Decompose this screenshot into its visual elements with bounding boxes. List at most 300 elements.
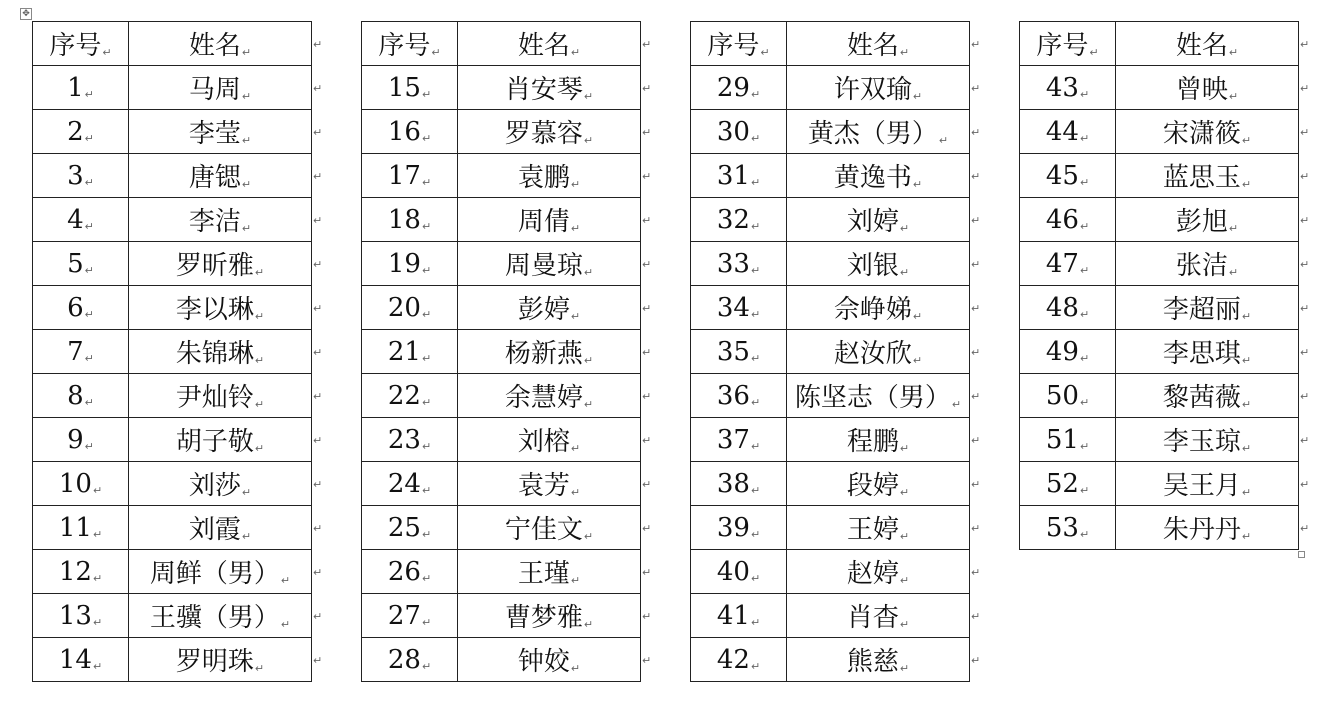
row-end-mark-icon: ↵ — [642, 610, 652, 623]
paragraph-mark-icon: ↵ — [1241, 178, 1252, 191]
name-cell[interactable] — [787, 286, 970, 330]
table-row — [1020, 330, 1299, 374]
paragraph-mark-icon: ↵ — [84, 307, 94, 321]
row-end-mark-icon: ↵ — [971, 610, 981, 623]
index-cell[interactable] — [33, 462, 129, 506]
paragraph-mark-icon: ↵ — [899, 486, 910, 499]
name-cell[interactable] — [129, 506, 312, 550]
header-index-cell[interactable] — [691, 22, 787, 66]
index-cell[interactable] — [362, 242, 458, 286]
name-cell[interactable] — [129, 330, 312, 374]
index-cell[interactable] — [362, 66, 458, 110]
name-cell[interactable] — [129, 242, 312, 286]
table-row — [33, 154, 312, 198]
index-cell-text: 42 — [716, 644, 750, 675]
table-row — [691, 110, 970, 154]
index-cell[interactable] — [691, 374, 787, 418]
paragraph-mark-icon: ↵ — [951, 398, 962, 411]
paragraph-mark-icon: ↵ — [84, 395, 94, 409]
table-row — [1020, 418, 1299, 462]
row-end-mark-icon: ↵ — [313, 434, 323, 447]
row-end-mark-icon: ↵ — [642, 214, 652, 227]
paragraph-mark-icon: ↵ — [1228, 266, 1239, 279]
index-cell[interactable] — [33, 506, 129, 550]
row-end-mark-icon: ↵ — [313, 566, 323, 579]
name-cell[interactable] — [458, 154, 641, 198]
name-cell[interactable] — [129, 638, 312, 682]
paragraph-mark-icon: ↵ — [280, 618, 291, 631]
index-cell[interactable] — [1020, 110, 1116, 154]
name-cell[interactable] — [1116, 418, 1299, 462]
header-name-cell-text: 姓名 — [517, 31, 570, 61]
name-cell-text: 周鲜（男） — [149, 559, 280, 589]
name-cell[interactable] — [458, 506, 641, 550]
index-cell[interactable] — [691, 330, 787, 374]
name-cell-text: 肖安琴 — [504, 75, 583, 105]
header-name-cell[interactable] — [458, 22, 641, 66]
name-cell-text: 刘霞 — [188, 515, 241, 545]
table-row — [691, 462, 970, 506]
name-cell-text: 蓝思玉 — [1162, 163, 1241, 193]
row-end-mark-icon: ↵ — [1300, 390, 1310, 403]
table-row — [1020, 110, 1299, 154]
name-cell-text: 熊慈 — [846, 647, 899, 677]
name-cell[interactable] — [787, 418, 970, 462]
paragraph-mark-icon: ↵ — [570, 442, 581, 455]
index-cell-text: 40 — [716, 556, 750, 587]
paragraph-mark-icon: ↵ — [421, 483, 432, 497]
paragraph-mark-icon: ↵ — [1079, 219, 1090, 233]
paragraph-mark-icon: ↵ — [899, 222, 910, 235]
index-cell-text: 15 — [387, 72, 421, 103]
paragraph-mark-icon: ↵ — [750, 219, 761, 233]
roster-table-3 — [690, 21, 970, 682]
table-row — [362, 110, 641, 154]
name-cell[interactable] — [787, 374, 970, 418]
paragraph-mark-icon: ↵ — [421, 659, 432, 673]
index-cell[interactable] — [691, 594, 787, 638]
name-cell[interactable] — [458, 594, 641, 638]
index-cell[interactable] — [691, 550, 787, 594]
index-cell-text: 43 — [1045, 72, 1079, 103]
index-cell-text: 28 — [387, 644, 421, 675]
index-cell-text: 14 — [58, 644, 92, 675]
header-index-cell-text: 序号 — [707, 31, 760, 61]
paragraph-mark-icon: ↵ — [750, 307, 761, 321]
name-cell[interactable] — [787, 638, 970, 682]
index-cell[interactable] — [33, 286, 129, 330]
table-row — [1020, 198, 1299, 242]
header-index-cell[interactable] — [33, 22, 129, 66]
name-cell[interactable] — [129, 418, 312, 462]
index-cell[interactable] — [33, 330, 129, 374]
index-cell-text: 20 — [387, 292, 421, 323]
paragraph-mark-icon: ↵ — [750, 659, 761, 673]
paragraph-mark-icon: ↵ — [912, 310, 923, 323]
paragraph-mark-icon: ↵ — [254, 662, 265, 675]
header-index-cell-text: 序号 — [1036, 31, 1089, 61]
row-end-mark-icon: ↵ — [971, 82, 981, 95]
table-row — [691, 418, 970, 462]
index-cell[interactable] — [362, 330, 458, 374]
paragraph-mark-icon: ↵ — [570, 46, 581, 59]
header-index-cell[interactable] — [362, 22, 458, 66]
name-cell[interactable] — [1116, 242, 1299, 286]
header-name-cell[interactable] — [1116, 22, 1299, 66]
index-cell[interactable] — [33, 594, 129, 638]
index-cell[interactable] — [691, 242, 787, 286]
index-cell-text: 3 — [67, 160, 84, 191]
index-cell[interactable] — [33, 154, 129, 198]
row-end-mark-icon: ↵ — [971, 346, 981, 359]
paragraph-mark-icon: ↵ — [583, 90, 594, 103]
index-cell[interactable] — [33, 550, 129, 594]
index-cell-text: 48 — [1045, 292, 1079, 323]
name-cell-text: 宁佳文 — [504, 515, 583, 545]
paragraph-mark-icon: ↵ — [92, 483, 103, 497]
row-end-mark-icon: ↵ — [971, 258, 981, 271]
name-cell-text: 马周 — [188, 75, 241, 105]
table-row — [362, 550, 641, 594]
table-row — [362, 638, 641, 682]
row-end-mark-icon: ↵ — [971, 390, 981, 403]
index-cell[interactable] — [691, 286, 787, 330]
name-cell-text: 王婷 — [846, 515, 899, 545]
paragraph-mark-icon: ↵ — [1079, 263, 1090, 277]
name-cell[interactable] — [129, 198, 312, 242]
index-cell[interactable] — [33, 110, 129, 154]
table-row — [362, 286, 641, 330]
header-index-cell-text: 序号 — [49, 31, 102, 61]
table-row — [691, 374, 970, 418]
paragraph-mark-icon: ↵ — [241, 530, 252, 543]
row-end-mark-icon: ↵ — [1300, 478, 1310, 491]
name-cell-text: 李超丽 — [1162, 295, 1241, 325]
name-cell[interactable] — [787, 154, 970, 198]
name-cell-text: 杨新燕 — [504, 339, 583, 369]
name-cell[interactable] — [129, 374, 312, 418]
paragraph-mark-icon: ↵ — [899, 662, 910, 675]
table-row — [362, 242, 641, 286]
table-row — [1020, 66, 1299, 110]
paragraph-mark-icon: ↵ — [102, 46, 112, 59]
table-row — [33, 374, 312, 418]
index-cell[interactable] — [691, 198, 787, 242]
name-cell-text: 刘莎 — [188, 471, 241, 501]
index-cell[interactable] — [33, 66, 129, 110]
name-cell-text: 周曼琼 — [504, 251, 583, 281]
name-cell-text: 钟姣 — [517, 647, 570, 677]
index-cell[interactable] — [362, 462, 458, 506]
index-cell[interactable] — [1020, 462, 1116, 506]
paragraph-mark-icon: ↵ — [899, 266, 910, 279]
name-cell[interactable] — [787, 66, 970, 110]
row-end-mark-icon: ↵ — [1300, 522, 1310, 535]
name-cell[interactable] — [129, 286, 312, 330]
row-end-mark-icon: ↵ — [313, 126, 323, 139]
index-cell-text: 9 — [67, 424, 84, 455]
name-cell[interactable] — [458, 330, 641, 374]
paragraph-mark-icon: ↵ — [1079, 87, 1090, 101]
index-cell-text: 10 — [58, 468, 92, 499]
name-cell-text: 佘峥娣 — [833, 295, 912, 325]
paragraph-mark-icon: ↵ — [280, 574, 291, 587]
name-cell-text: 唐锶 — [188, 163, 241, 193]
name-cell-text: 曹梦雅 — [504, 603, 583, 633]
name-cell[interactable] — [1116, 66, 1299, 110]
name-cell[interactable] — [458, 462, 641, 506]
row-end-mark-icon: ↵ — [313, 654, 323, 667]
paragraph-mark-icon: ↵ — [912, 178, 923, 191]
name-cell[interactable] — [1116, 506, 1299, 550]
row-end-mark-icon: ↵ — [1300, 214, 1310, 227]
index-cell-text: 2 — [67, 116, 84, 147]
paragraph-mark-icon: ↵ — [1228, 46, 1239, 59]
row-end-mark-icon: ↵ — [642, 390, 652, 403]
index-cell[interactable] — [1020, 418, 1116, 462]
row-end-mark-icon: ↵ — [313, 610, 323, 623]
paragraph-mark-icon: ↵ — [750, 351, 761, 365]
paragraph-mark-icon: ↵ — [421, 131, 432, 145]
name-cell-text: 胡子敬 — [175, 427, 254, 457]
name-cell-text: 黄杰（男） — [807, 119, 938, 149]
row-end-mark-icon: ↵ — [1300, 170, 1310, 183]
index-cell[interactable] — [33, 374, 129, 418]
table-row — [33, 242, 312, 286]
paragraph-mark-icon: ↵ — [899, 530, 910, 543]
index-cell[interactable] — [362, 638, 458, 682]
row-end-mark-icon: ↵ — [971, 170, 981, 183]
roster-table-1 — [32, 21, 312, 682]
index-cell[interactable] — [691, 154, 787, 198]
table-row — [362, 594, 641, 638]
row-end-mark-icon: ↵ — [642, 346, 652, 359]
index-cell-text: 5 — [67, 248, 84, 279]
row-end-mark-icon: ↵ — [1300, 38, 1310, 51]
name-cell[interactable] — [1116, 462, 1299, 506]
index-cell[interactable] — [1020, 66, 1116, 110]
name-cell[interactable] — [1116, 286, 1299, 330]
name-cell[interactable] — [458, 286, 641, 330]
index-cell[interactable] — [1020, 374, 1116, 418]
name-cell[interactable] — [787, 462, 970, 506]
name-cell[interactable] — [458, 242, 641, 286]
row-end-mark-icon: ↵ — [971, 654, 981, 667]
table-row — [691, 506, 970, 550]
paragraph-mark-icon: ↵ — [421, 439, 432, 453]
name-cell[interactable] — [129, 110, 312, 154]
name-cell[interactable] — [458, 638, 641, 682]
paragraph-mark-icon: ↵ — [570, 662, 581, 675]
index-cell[interactable] — [691, 462, 787, 506]
name-cell-text: 尹灿铃 — [175, 383, 254, 413]
index-cell[interactable] — [33, 198, 129, 242]
paragraph-mark-icon: ↵ — [750, 483, 761, 497]
name-cell[interactable] — [1116, 198, 1299, 242]
name-cell[interactable] — [787, 550, 970, 594]
index-cell-text: 53 — [1045, 512, 1079, 543]
name-cell[interactable] — [1116, 154, 1299, 198]
index-cell[interactable] — [1020, 286, 1116, 330]
row-end-mark-icon: ↵ — [313, 478, 323, 491]
name-cell-text: 黎茜薇 — [1162, 383, 1241, 413]
table-move-handle[interactable]: ✥ — [20, 8, 32, 20]
header-row — [1020, 22, 1299, 66]
paragraph-mark-icon: ↵ — [84, 175, 94, 189]
paragraph-mark-icon: ↵ — [1241, 310, 1252, 323]
paragraph-mark-icon: ↵ — [92, 571, 103, 585]
name-cell[interactable] — [787, 198, 970, 242]
name-cell-text: 程鹏 — [846, 427, 899, 457]
name-cell[interactable] — [129, 154, 312, 198]
index-cell[interactable] — [362, 506, 458, 550]
index-cell[interactable] — [691, 66, 787, 110]
name-cell[interactable] — [458, 374, 641, 418]
name-cell-text: 罗慕容 — [504, 119, 583, 149]
index-cell[interactable] — [362, 110, 458, 154]
paragraph-mark-icon: ↵ — [750, 175, 761, 189]
name-cell[interactable] — [129, 462, 312, 506]
index-cell[interactable] — [33, 418, 129, 462]
index-cell-text: 24 — [387, 468, 421, 499]
name-cell[interactable] — [129, 594, 312, 638]
index-cell[interactable] — [33, 638, 129, 682]
index-cell-text: 34 — [716, 292, 750, 323]
paragraph-mark-icon: ↵ — [570, 222, 581, 235]
name-cell-text: 王瑾 — [517, 559, 570, 589]
row-end-mark-icon: ↵ — [313, 170, 323, 183]
header-name-cell[interactable] — [129, 22, 312, 66]
index-cell[interactable] — [691, 110, 787, 154]
paragraph-mark-icon: ↵ — [241, 46, 252, 59]
index-cell[interactable] — [691, 638, 787, 682]
index-cell[interactable] — [362, 594, 458, 638]
index-cell[interactable] — [1020, 330, 1116, 374]
name-cell-text: 李以琳 — [175, 295, 254, 325]
row-end-mark-icon: ↵ — [971, 38, 981, 51]
name-cell[interactable] — [787, 330, 970, 374]
name-cell[interactable] — [1116, 330, 1299, 374]
paragraph-mark-icon: ↵ — [254, 310, 265, 323]
paragraph-mark-icon: ↵ — [899, 574, 910, 587]
table-row — [33, 198, 312, 242]
row-end-mark-icon: ↵ — [971, 566, 981, 579]
index-cell[interactable] — [1020, 242, 1116, 286]
name-cell[interactable] — [787, 506, 970, 550]
index-cell-text: 38 — [716, 468, 750, 499]
index-cell[interactable] — [362, 550, 458, 594]
paragraph-mark-icon: ↵ — [254, 398, 265, 411]
paragraph-mark-icon: ↵ — [92, 659, 103, 673]
paragraph-mark-icon: ↵ — [1089, 46, 1099, 59]
table-row — [1020, 242, 1299, 286]
table-row — [691, 550, 970, 594]
index-cell-text: 49 — [1045, 336, 1079, 367]
index-cell-text: 33 — [716, 248, 750, 279]
paragraph-mark-icon: ↵ — [899, 618, 910, 631]
row-end-mark-icon: ↵ — [642, 258, 652, 271]
name-cell-text: 刘银 — [846, 251, 899, 281]
paragraph-mark-icon: ↵ — [421, 527, 432, 541]
table-row — [362, 418, 641, 462]
name-cell[interactable] — [458, 550, 641, 594]
name-cell[interactable] — [458, 418, 641, 462]
name-cell[interactable] — [1116, 110, 1299, 154]
name-cell[interactable] — [1116, 374, 1299, 418]
name-cell[interactable] — [129, 66, 312, 110]
paragraph-mark-icon: ↵ — [570, 310, 581, 323]
index-cell-text: 51 — [1045, 424, 1079, 455]
table-row — [691, 330, 970, 374]
index-cell[interactable] — [33, 242, 129, 286]
index-cell[interactable] — [362, 198, 458, 242]
index-cell[interactable] — [362, 374, 458, 418]
name-cell[interactable] — [787, 110, 970, 154]
index-cell-text: 7 — [67, 336, 84, 367]
row-end-mark-icon: ↵ — [642, 522, 652, 535]
table-row — [691, 286, 970, 330]
name-cell-text: 李思琪 — [1162, 339, 1241, 369]
paragraph-mark-icon: ↵ — [583, 398, 594, 411]
row-end-mark-icon: ↵ — [642, 302, 652, 315]
paragraph-mark-icon: ↵ — [1079, 175, 1090, 189]
paragraph-mark-icon: ↵ — [750, 87, 761, 101]
name-cell-text: 段婷 — [846, 471, 899, 501]
index-cell-text: 16 — [387, 116, 421, 147]
paragraph-mark-icon: ↵ — [1079, 483, 1090, 497]
paragraph-mark-icon: ↵ — [84, 131, 94, 145]
table-row — [33, 66, 312, 110]
paragraph-mark-icon: ↵ — [84, 351, 94, 365]
table-row — [33, 550, 312, 594]
index-cell[interactable] — [362, 418, 458, 462]
header-index-cell[interactable] — [1020, 22, 1116, 66]
index-cell[interactable] — [691, 506, 787, 550]
index-cell[interactable] — [1020, 198, 1116, 242]
table-row — [362, 66, 641, 110]
index-cell[interactable] — [1020, 154, 1116, 198]
name-cell-text: 袁鹏 — [517, 163, 570, 193]
name-cell[interactable] — [458, 110, 641, 154]
paragraph-mark-icon: ↵ — [750, 527, 761, 541]
name-cell[interactable] — [129, 550, 312, 594]
row-end-mark-icon: ↵ — [971, 302, 981, 315]
header-name-cell[interactable] — [787, 22, 970, 66]
name-cell[interactable] — [787, 242, 970, 286]
table-resize-handle[interactable] — [1298, 551, 1305, 558]
name-cell[interactable] — [458, 66, 641, 110]
paragraph-mark-icon: ↵ — [750, 263, 761, 277]
name-cell[interactable] — [787, 594, 970, 638]
table-row — [362, 198, 641, 242]
index-cell-text: 8 — [67, 380, 84, 411]
index-cell[interactable] — [362, 286, 458, 330]
paragraph-mark-icon: ↵ — [750, 439, 761, 453]
index-cell-text: 12 — [58, 556, 92, 587]
name-cell[interactable] — [458, 198, 641, 242]
index-cell-text: 11 — [58, 512, 92, 543]
index-cell[interactable] — [1020, 506, 1116, 550]
table-row — [33, 286, 312, 330]
index-cell[interactable] — [691, 418, 787, 462]
paragraph-mark-icon: ↵ — [938, 134, 949, 147]
paragraph-mark-icon: ↵ — [1079, 131, 1090, 145]
name-cell-text: 许双瑜 — [833, 75, 912, 105]
table-row — [33, 638, 312, 682]
header-row — [691, 22, 970, 66]
row-end-mark-icon: ↵ — [971, 522, 981, 535]
index-cell[interactable] — [362, 154, 458, 198]
